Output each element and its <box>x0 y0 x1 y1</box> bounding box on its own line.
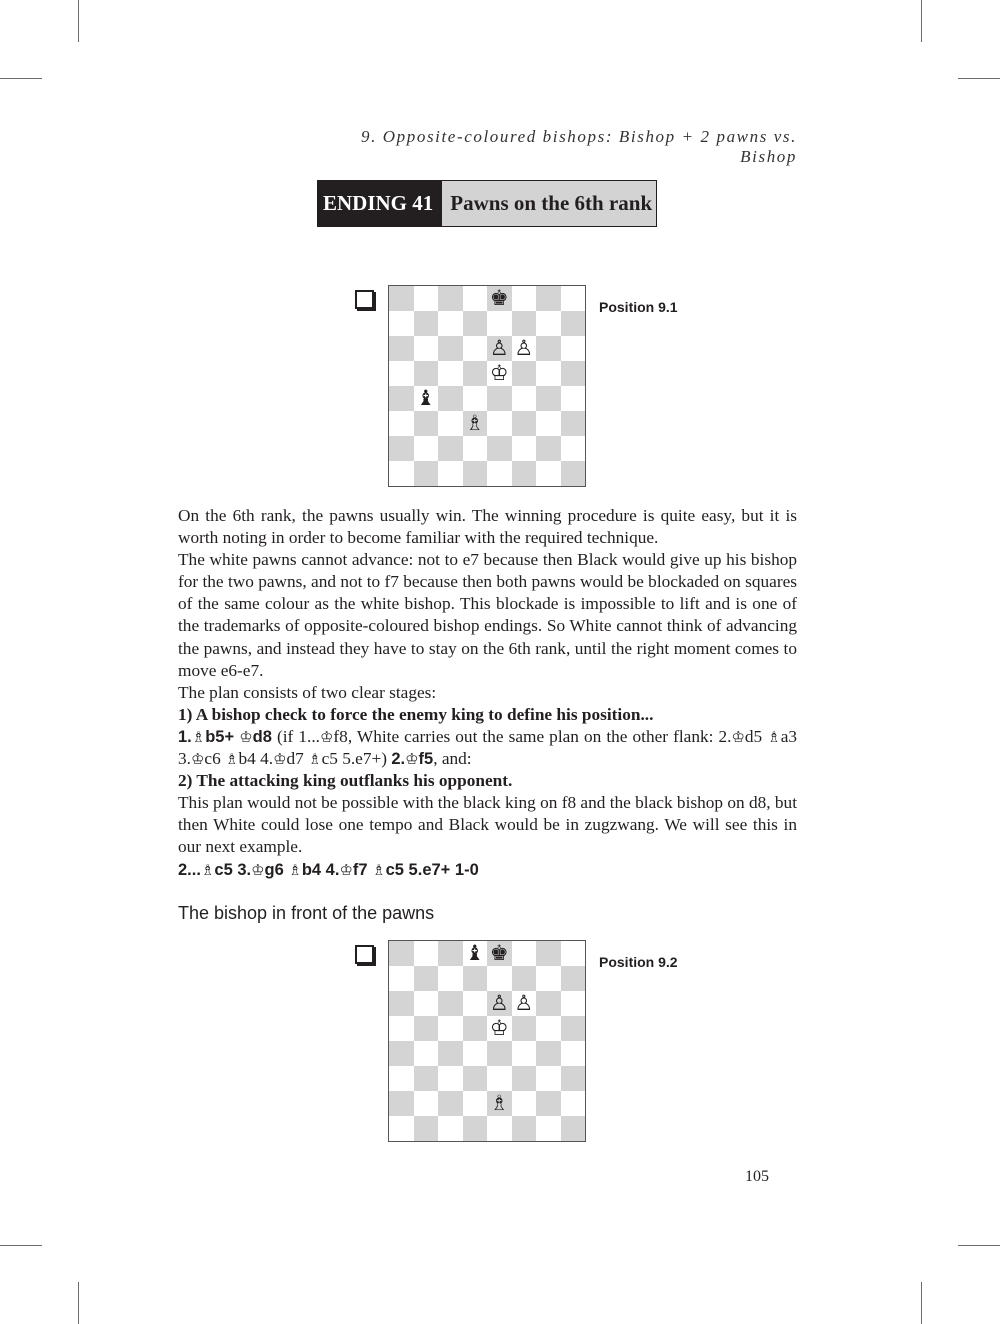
board-square <box>561 361 586 386</box>
board-square <box>438 1066 463 1091</box>
board-square <box>389 1091 414 1116</box>
white-king-icon: ♔ <box>489 1016 509 1040</box>
crop-mark <box>921 0 922 42</box>
board-square <box>463 311 488 336</box>
board-square <box>414 461 439 486</box>
paragraph: The white pawns cannot advance: not to e7 because then Black would give up his bishop for the two pawns, and not to f7 because then both pawns would be blockaded on squares of the same colour as the white bishop. This blockade is impossible to lift and is one of the trademarks of opposite-coloured bishop endings. So White cannot think of advancing the pawns, and instead they have to stay on the 6th rank, until the right moment comes to move e6-e7. <box>178 550 797 680</box>
board-square <box>512 386 537 411</box>
board-square <box>389 1016 414 1041</box>
move-line <box>178 859 797 881</box>
board-square <box>536 461 561 486</box>
king-icon: ♔ <box>405 750 419 769</box>
board-square <box>536 941 561 966</box>
variation-text: c5 5.e7+) <box>321 749 392 769</box>
white-pawn-icon: ♙ <box>489 991 509 1015</box>
move-line <box>178 726 797 770</box>
board-square <box>414 1116 439 1141</box>
paragraph: This plan would not be possible with the black king on f8 and the black bishop on d8, but then White could lose one tempo and Black would be in zugzwang. We will see this in our next example. <box>178 793 797 857</box>
board-square <box>438 1091 463 1116</box>
board-square <box>463 411 488 436</box>
board-square <box>438 1041 463 1066</box>
black-king-icon: ♚ <box>489 286 509 310</box>
black-bishop-icon: ♝ <box>416 386 436 410</box>
board-square <box>487 991 512 1016</box>
board-square <box>536 336 561 361</box>
variation-text: a3 3. <box>178 726 798 769</box>
board-square <box>438 286 463 311</box>
crop-mark <box>0 1245 42 1246</box>
move: c5 5.e7+ 1-0 <box>385 860 479 879</box>
white-bishop-icon: ♗ <box>489 1091 509 1115</box>
move: b4 4. <box>301 860 340 879</box>
board-square <box>414 336 439 361</box>
board-square <box>463 966 488 991</box>
king-icon: ♔ <box>239 727 253 746</box>
stage-heading: 1) A bishop check to force the enemy king to define his position... <box>178 704 654 724</box>
board-square <box>438 311 463 336</box>
board-square <box>561 1066 586 1091</box>
board-square <box>536 1041 561 1066</box>
board-square <box>536 966 561 991</box>
board-square <box>487 941 512 966</box>
board-square <box>414 411 439 436</box>
white-pawn-icon: ♙ <box>514 336 534 360</box>
board-square <box>536 286 561 311</box>
section-subheading: The bishop in front of the pawns <box>178 903 435 923</box>
page-number: 105 <box>745 1168 769 1185</box>
paragraph: The plan consists of two clear stages: <box>178 682 437 702</box>
body-text <box>178 505 797 881</box>
crop-mark <box>0 78 42 79</box>
ending-number: ENDING 41 <box>318 181 442 226</box>
board-square <box>438 1116 463 1141</box>
board-square <box>487 1066 512 1091</box>
bishop-icon: ♗ <box>308 750 322 769</box>
board-square <box>438 436 463 461</box>
variation-text: f8, White carries out the same plan on the other flank: 2. <box>333 726 732 746</box>
bishop-icon: ♗ <box>225 750 239 769</box>
board-square <box>561 991 586 1016</box>
king-icon: ♔ <box>251 860 265 879</box>
ending-title: Pawns on the 6th rank <box>442 181 656 226</box>
king-icon: ♔ <box>319 727 334 746</box>
white-to-move-icon <box>355 945 374 964</box>
board-square <box>536 311 561 336</box>
board-square <box>389 386 414 411</box>
board-square <box>561 436 586 461</box>
board-square <box>438 1016 463 1041</box>
board-square <box>389 311 414 336</box>
board-square <box>487 1016 512 1041</box>
board-square <box>414 436 439 461</box>
board-square <box>414 941 439 966</box>
white-bishop-icon: ♗ <box>465 411 485 435</box>
board-square <box>438 461 463 486</box>
board-square <box>561 1041 586 1066</box>
board-square <box>463 336 488 361</box>
board-square <box>463 941 488 966</box>
paragraph: On the 6th rank, the pawns usually win. The winning procedure is quite easy, but it is worth noting in order to become familiar with the required technique. <box>178 506 797 548</box>
variation-text: , and: <box>433 749 472 769</box>
board-square <box>536 1091 561 1116</box>
board-square <box>463 991 488 1016</box>
move: 2... <box>178 860 201 879</box>
board-square <box>512 1091 537 1116</box>
board-square <box>414 361 439 386</box>
board-square <box>463 1066 488 1091</box>
board-square <box>463 461 488 486</box>
king-icon: ♔ <box>273 750 287 769</box>
board-square <box>536 1016 561 1041</box>
board-square <box>512 286 537 311</box>
bishop-icon: ♗ <box>191 727 206 746</box>
bishop-icon: ♗ <box>288 860 302 879</box>
chess-board <box>388 940 586 1142</box>
white-king-icon: ♔ <box>489 361 509 385</box>
chess-diagram <box>355 940 775 1142</box>
board-square <box>487 966 512 991</box>
board-square <box>561 336 586 361</box>
board-square <box>512 1016 537 1041</box>
king-icon: ♔ <box>339 860 353 879</box>
variation-text: c6 <box>204 749 226 769</box>
bishop-icon: ♗ <box>767 727 781 746</box>
crop-mark <box>78 1282 79 1324</box>
board-square <box>536 436 561 461</box>
board-square <box>389 336 414 361</box>
board-square <box>438 991 463 1016</box>
board-square <box>389 1116 414 1141</box>
move: b5+ <box>205 727 235 746</box>
board-square <box>487 461 512 486</box>
board-square <box>463 1041 488 1066</box>
board-square <box>389 361 414 386</box>
king-icon: ♔ <box>731 727 745 746</box>
board-square <box>561 286 586 311</box>
board-square <box>512 1041 537 1066</box>
move: c5 3. <box>214 860 252 879</box>
board-square <box>512 311 537 336</box>
board-square <box>414 311 439 336</box>
board-square <box>487 1041 512 1066</box>
white-pawn-icon: ♙ <box>514 991 534 1015</box>
board-square <box>463 1091 488 1116</box>
board-square <box>561 941 586 966</box>
board-square <box>487 436 512 461</box>
crop-mark <box>78 0 79 42</box>
board-square <box>512 1116 537 1141</box>
board-square <box>536 1116 561 1141</box>
chess-diagram <box>355 285 775 487</box>
board-square <box>414 966 439 991</box>
board-square <box>561 966 586 991</box>
board-square <box>389 966 414 991</box>
board-square <box>438 411 463 436</box>
crop-mark <box>921 1282 922 1324</box>
board-square <box>414 1016 439 1041</box>
board-square <box>463 361 488 386</box>
board-square <box>463 386 488 411</box>
board-square <box>487 1116 512 1141</box>
move: f5 <box>418 750 434 769</box>
board-square <box>389 1066 414 1091</box>
board-square <box>463 1116 488 1141</box>
crop-mark <box>958 1245 1000 1246</box>
board-square <box>414 286 439 311</box>
board-square <box>512 461 537 486</box>
chess-board <box>388 285 586 487</box>
board-square <box>414 1041 439 1066</box>
bishop-icon: ♗ <box>372 860 386 879</box>
black-king-icon: ♚ <box>489 941 509 965</box>
board-square <box>487 1091 512 1116</box>
board-square <box>438 941 463 966</box>
board-square <box>463 1016 488 1041</box>
board-square <box>487 311 512 336</box>
board-square <box>438 966 463 991</box>
move: g6 <box>264 860 289 879</box>
board-square <box>487 386 512 411</box>
board-square <box>512 1066 537 1091</box>
board-square <box>389 1041 414 1066</box>
variation-text: d5 <box>744 726 768 746</box>
board-square <box>512 966 537 991</box>
board-square <box>414 1066 439 1091</box>
board-square <box>561 1116 586 1141</box>
board-square <box>463 286 488 311</box>
diagram-caption: Position 9.2 <box>599 954 678 970</box>
board-square <box>414 991 439 1016</box>
board-square <box>487 361 512 386</box>
board-square <box>487 286 512 311</box>
board-square <box>512 336 537 361</box>
board-square <box>536 386 561 411</box>
variation-text: (if 1... <box>271 726 320 746</box>
bishop-icon: ♗ <box>200 860 215 879</box>
board-square <box>389 411 414 436</box>
board-square <box>389 436 414 461</box>
board-square <box>536 411 561 436</box>
crop-mark <box>958 78 1000 79</box>
board-square <box>438 386 463 411</box>
board-square <box>487 411 512 436</box>
board-square <box>561 311 586 336</box>
board-square <box>389 941 414 966</box>
black-bishop-icon: ♝ <box>465 941 485 965</box>
board-square <box>512 411 537 436</box>
board-square <box>561 461 586 486</box>
diagram-caption: Position 9.1 <box>599 299 678 315</box>
board-square <box>389 461 414 486</box>
move: 2. <box>391 750 406 769</box>
variation-text: d7 <box>286 749 309 769</box>
board-square <box>536 361 561 386</box>
board-square <box>561 411 586 436</box>
ending-title-box <box>317 180 657 227</box>
board-square <box>389 991 414 1016</box>
variation-text: b4 4. <box>238 749 274 769</box>
board-square <box>487 336 512 361</box>
board-square <box>536 991 561 1016</box>
board-square <box>463 436 488 461</box>
board-square <box>561 1091 586 1116</box>
board-square <box>438 361 463 386</box>
white-to-move-icon <box>355 290 374 309</box>
running-head: 9. Opposite-coloured bishops: Bishop + 2 pawns vs. Bishop <box>360 127 797 166</box>
board-square <box>389 286 414 311</box>
board-square <box>561 1016 586 1041</box>
board-square <box>438 336 463 361</box>
board-square <box>512 361 537 386</box>
stage-heading: 2) The attacking king outflanks his opponent. <box>178 771 513 791</box>
board-square <box>512 991 537 1016</box>
board-square <box>414 1091 439 1116</box>
white-pawn-icon: ♙ <box>489 336 509 360</box>
board-square <box>512 436 537 461</box>
move: f7 <box>352 860 373 879</box>
king-icon: ♔ <box>190 750 205 769</box>
move: d8 <box>252 727 272 746</box>
board-square <box>512 941 537 966</box>
board-square <box>414 386 439 411</box>
move: 1. <box>178 727 192 746</box>
board-square <box>536 1066 561 1091</box>
board-square <box>561 386 586 411</box>
